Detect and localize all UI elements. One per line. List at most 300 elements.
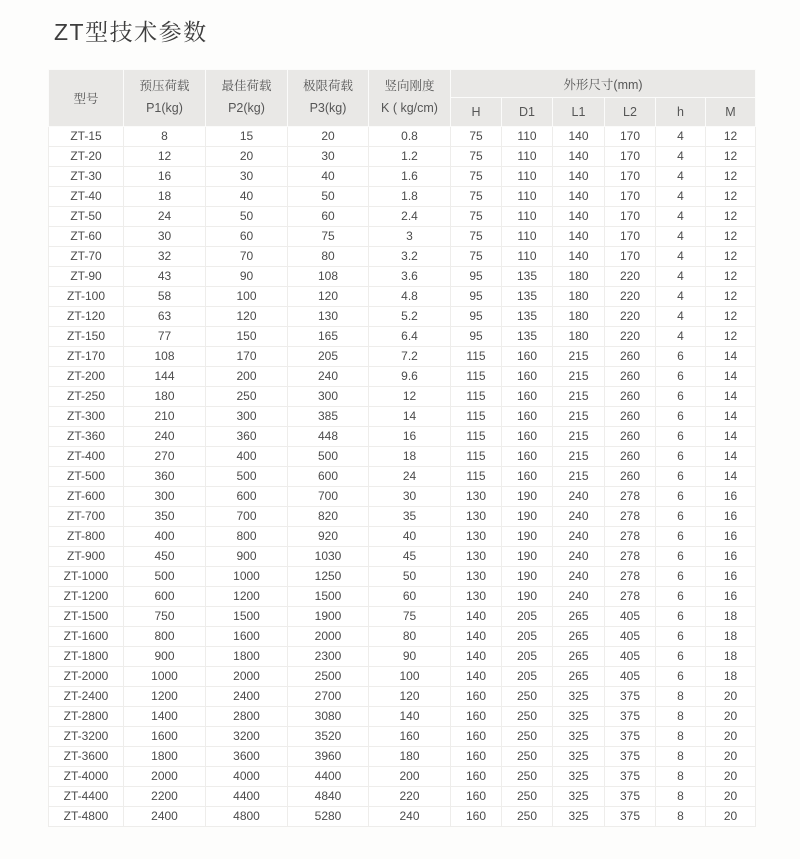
dim-m-cell: 20 <box>706 807 756 827</box>
dim-m-cell: 20 <box>706 767 756 787</box>
table-row <box>49 807 756 827</box>
stiffness-cell: 180 <box>369 747 451 767</box>
dim-l1-cell: 215 <box>553 407 605 427</box>
dim-l1-cell: 265 <box>553 667 605 687</box>
preload-cell: 800 <box>124 627 206 647</box>
header-dim-h: H <box>451 98 502 127</box>
header-ultimate <box>288 70 369 127</box>
dim-d1-cell: 110 <box>502 207 553 227</box>
optimal-load-cell: 500 <box>206 467 288 487</box>
dim-hh-cell: 6 <box>656 607 706 627</box>
dim-m-cell: 14 <box>706 347 756 367</box>
table-row <box>49 287 756 307</box>
dim-h-cell: 75 <box>451 147 502 167</box>
dim-l2-cell: 375 <box>605 707 656 727</box>
dim-d1-cell: 250 <box>502 747 553 767</box>
dim-h-cell: 140 <box>451 647 502 667</box>
stiffness-cell: 45 <box>369 547 451 567</box>
preload-cell: 240 <box>124 427 206 447</box>
header-dim-l2: L2 <box>605 98 656 127</box>
optimal-load-cell: 4800 <box>206 807 288 827</box>
stiffness-cell: 1.2 <box>369 147 451 167</box>
dim-d1-cell: 160 <box>502 447 553 467</box>
optimal-load-cell: 50 <box>206 207 288 227</box>
ultimate-load-cell: 1900 <box>288 607 369 627</box>
stiffness-cell: 35 <box>369 507 451 527</box>
dim-d1-cell: 250 <box>502 707 553 727</box>
optimal-load-cell: 150 <box>206 327 288 347</box>
dim-h-cell: 130 <box>451 487 502 507</box>
dim-l1-cell: 215 <box>553 347 605 367</box>
dim-l1-cell: 325 <box>553 807 605 827</box>
dim-l2-cell: 375 <box>605 727 656 747</box>
dim-d1-cell: 135 <box>502 267 553 287</box>
preload-cell: 1200 <box>124 687 206 707</box>
model-cell: ZT-4400 <box>49 787 124 807</box>
optimal-load-cell: 250 <box>206 387 288 407</box>
dim-l2-cell: 260 <box>605 467 656 487</box>
optimal-load-cell: 3600 <box>206 747 288 767</box>
optimal-load-cell: 1500 <box>206 607 288 627</box>
table-row <box>49 247 756 267</box>
dim-l2-cell: 170 <box>605 227 656 247</box>
dim-l1-cell: 325 <box>553 747 605 767</box>
optimal-load-cell: 600 <box>206 487 288 507</box>
dim-l1-cell: 215 <box>553 427 605 447</box>
dim-l1-cell: 240 <box>553 567 605 587</box>
ultimate-load-cell: 75 <box>288 227 369 247</box>
dim-d1-cell: 110 <box>502 187 553 207</box>
dim-m-cell: 14 <box>706 407 756 427</box>
ultimate-load-cell: 1250 <box>288 567 369 587</box>
table-row <box>49 407 756 427</box>
stiffness-cell: 160 <box>369 727 451 747</box>
stiffness-cell: 1.8 <box>369 187 451 207</box>
dim-l1-cell: 140 <box>553 247 605 267</box>
preload-cell: 30 <box>124 227 206 247</box>
model-cell: ZT-2000 <box>49 667 124 687</box>
table-row <box>49 787 756 807</box>
optimal-load-cell: 90 <box>206 267 288 287</box>
dim-m-cell: 14 <box>706 427 756 447</box>
dim-l1-cell: 215 <box>553 387 605 407</box>
model-cell: ZT-20 <box>49 147 124 167</box>
dim-l2-cell: 375 <box>605 767 656 787</box>
header-dim-d1: D1 <box>502 98 553 127</box>
table-row <box>49 627 756 647</box>
preload-cell: 500 <box>124 567 206 587</box>
dim-m-cell: 12 <box>706 307 756 327</box>
dim-l2-cell: 170 <box>605 147 656 167</box>
model-cell: ZT-900 <box>49 547 124 567</box>
ultimate-load-cell: 108 <box>288 267 369 287</box>
dim-h-cell: 115 <box>451 447 502 467</box>
preload-cell: 450 <box>124 547 206 567</box>
dim-h-cell: 75 <box>451 247 502 267</box>
stiffness-cell: 90 <box>369 647 451 667</box>
table-row <box>49 267 756 287</box>
dim-h-cell: 75 <box>451 127 502 147</box>
dim-m-cell: 18 <box>706 607 756 627</box>
dim-m-cell: 16 <box>706 547 756 567</box>
preload-cell: 1000 <box>124 667 206 687</box>
stiffness-cell: 24 <box>369 467 451 487</box>
model-cell: ZT-150 <box>49 327 124 347</box>
preload-cell: 180 <box>124 387 206 407</box>
ultimate-load-cell: 5280 <box>288 807 369 827</box>
stiffness-cell: 200 <box>369 767 451 787</box>
stiffness-cell: 40 <box>369 527 451 547</box>
dim-h-cell: 130 <box>451 587 502 607</box>
model-cell: ZT-360 <box>49 427 124 447</box>
model-cell: ZT-120 <box>49 307 124 327</box>
ultimate-load-cell: 30 <box>288 147 369 167</box>
ultimate-load-cell: 165 <box>288 327 369 347</box>
dim-h-cell: 130 <box>451 567 502 587</box>
dim-m-cell: 14 <box>706 367 756 387</box>
preload-cell: 16 <box>124 167 206 187</box>
optimal-load-cell: 360 <box>206 427 288 447</box>
model-cell: ZT-1000 <box>49 567 124 587</box>
dim-hh-cell: 6 <box>656 507 706 527</box>
optimal-load-cell: 120 <box>206 307 288 327</box>
optimal-load-cell: 70 <box>206 247 288 267</box>
dim-l2-cell: 405 <box>605 647 656 667</box>
header-dim-l1: L1 <box>553 98 605 127</box>
stiffness-cell: 4.8 <box>369 287 451 307</box>
ultimate-load-cell: 600 <box>288 467 369 487</box>
preload-cell: 2000 <box>124 767 206 787</box>
dim-l2-cell: 375 <box>605 807 656 827</box>
dim-l2-cell: 278 <box>605 567 656 587</box>
dim-l1-cell: 265 <box>553 607 605 627</box>
header-model: 型号 <box>49 70 124 127</box>
dim-l2-cell: 278 <box>605 507 656 527</box>
dim-d1-cell: 135 <box>502 287 553 307</box>
dim-hh-cell: 8 <box>656 767 706 787</box>
table-row <box>49 747 756 767</box>
dim-l1-cell: 140 <box>553 207 605 227</box>
model-cell: ZT-300 <box>49 407 124 427</box>
model-cell: ZT-1500 <box>49 607 124 627</box>
dim-m-cell: 16 <box>706 507 756 527</box>
table-row <box>49 547 756 567</box>
model-cell: ZT-1200 <box>49 587 124 607</box>
table-row <box>49 567 756 587</box>
dim-m-cell: 12 <box>706 207 756 227</box>
table-row <box>49 607 756 627</box>
dim-m-cell: 16 <box>706 587 756 607</box>
dim-l2-cell: 220 <box>605 327 656 347</box>
dim-l1-cell: 140 <box>553 187 605 207</box>
dim-hh-cell: 4 <box>656 127 706 147</box>
table-row <box>49 307 756 327</box>
dim-l1-cell: 265 <box>553 647 605 667</box>
optimal-load-cell: 400 <box>206 447 288 467</box>
preload-cell: 24 <box>124 207 206 227</box>
preload-cell: 1400 <box>124 707 206 727</box>
header-preload <box>124 70 206 127</box>
dim-l2-cell: 278 <box>605 587 656 607</box>
table-row <box>49 367 756 387</box>
dim-l2-cell: 278 <box>605 527 656 547</box>
dim-hh-cell: 6 <box>656 587 706 607</box>
dim-d1-cell: 190 <box>502 587 553 607</box>
dim-hh-cell: 6 <box>656 467 706 487</box>
dim-h-cell: 95 <box>451 307 502 327</box>
preload-cell: 63 <box>124 307 206 327</box>
model-cell: ZT-100 <box>49 287 124 307</box>
dim-h-cell: 75 <box>451 207 502 227</box>
header-stiffness-name: 竖向刚度 <box>384 79 435 94</box>
model-cell: ZT-3600 <box>49 747 124 767</box>
ultimate-load-cell: 300 <box>288 387 369 407</box>
dim-hh-cell: 6 <box>656 567 706 587</box>
ultimate-load-cell: 820 <box>288 507 369 527</box>
dim-d1-cell: 160 <box>502 387 553 407</box>
dim-l1-cell: 215 <box>553 447 605 467</box>
dim-hh-cell: 6 <box>656 487 706 507</box>
dim-hh-cell: 4 <box>656 167 706 187</box>
table-row <box>49 587 756 607</box>
model-cell: ZT-30 <box>49 167 124 187</box>
dim-h-cell: 160 <box>451 707 502 727</box>
ultimate-load-cell: 1500 <box>288 587 369 607</box>
table-row <box>49 647 756 667</box>
table-row <box>49 667 756 687</box>
ultimate-load-cell: 50 <box>288 187 369 207</box>
stiffness-cell: 240 <box>369 807 451 827</box>
header-stiffness <box>369 70 451 127</box>
dim-l2-cell: 375 <box>605 687 656 707</box>
dim-l2-cell: 170 <box>605 127 656 147</box>
dim-l2-cell: 260 <box>605 347 656 367</box>
model-cell: ZT-3200 <box>49 727 124 747</box>
stiffness-cell: 30 <box>369 487 451 507</box>
dim-l2-cell: 260 <box>605 407 656 427</box>
dim-m-cell: 12 <box>706 127 756 147</box>
table-row <box>49 207 756 227</box>
optimal-load-cell: 15 <box>206 127 288 147</box>
preload-cell: 43 <box>124 267 206 287</box>
dim-l2-cell: 375 <box>605 787 656 807</box>
dim-h-cell: 130 <box>451 507 502 527</box>
header-ultimate-name: 极限荷载 <box>302 79 353 94</box>
stiffness-cell: 60 <box>369 587 451 607</box>
dim-l1-cell: 325 <box>553 787 605 807</box>
header-preload-name: 预压荷载 <box>139 79 190 94</box>
ultimate-load-cell: 3080 <box>288 707 369 727</box>
optimal-load-cell: 4000 <box>206 767 288 787</box>
dim-hh-cell: 6 <box>656 647 706 667</box>
dim-d1-cell: 110 <box>502 167 553 187</box>
table-body <box>49 127 756 827</box>
ultimate-load-cell: 120 <box>288 287 369 307</box>
dim-h-cell: 95 <box>451 287 502 307</box>
table-row <box>49 447 756 467</box>
preload-cell: 108 <box>124 347 206 367</box>
table-row <box>49 467 756 487</box>
optimal-load-cell: 100 <box>206 287 288 307</box>
stiffness-cell: 5.2 <box>369 307 451 327</box>
table-row <box>49 507 756 527</box>
ultimate-load-cell: 700 <box>288 487 369 507</box>
stiffness-cell: 14 <box>369 407 451 427</box>
preload-cell: 270 <box>124 447 206 467</box>
dim-m-cell: 18 <box>706 667 756 687</box>
table-row <box>49 487 756 507</box>
model-cell: ZT-1600 <box>49 627 124 647</box>
dim-hh-cell: 6 <box>656 527 706 547</box>
dim-m-cell: 20 <box>706 787 756 807</box>
dim-h-cell: 95 <box>451 267 502 287</box>
dim-h-cell: 130 <box>451 547 502 567</box>
dim-h-cell: 160 <box>451 767 502 787</box>
dim-m-cell: 14 <box>706 467 756 487</box>
dim-m-cell: 14 <box>706 447 756 467</box>
dim-l2-cell: 220 <box>605 267 656 287</box>
optimal-load-cell: 20 <box>206 147 288 167</box>
dim-l1-cell: 140 <box>553 167 605 187</box>
optimal-load-cell: 900 <box>206 547 288 567</box>
model-cell: ZT-50 <box>49 207 124 227</box>
dim-d1-cell: 135 <box>502 307 553 327</box>
dim-d1-cell: 160 <box>502 427 553 447</box>
stiffness-cell: 100 <box>369 667 451 687</box>
dim-hh-cell: 4 <box>656 227 706 247</box>
dim-hh-cell: 6 <box>656 427 706 447</box>
dim-hh-cell: 4 <box>656 267 706 287</box>
dim-d1-cell: 190 <box>502 567 553 587</box>
dim-l1-cell: 325 <box>553 767 605 787</box>
ultimate-load-cell: 240 <box>288 367 369 387</box>
dim-hh-cell: 6 <box>656 407 706 427</box>
dim-d1-cell: 250 <box>502 807 553 827</box>
dim-hh-cell: 4 <box>656 327 706 347</box>
ultimate-load-cell: 4400 <box>288 767 369 787</box>
ultimate-load-cell: 500 <box>288 447 369 467</box>
dim-h-cell: 140 <box>451 627 502 647</box>
dim-d1-cell: 205 <box>502 627 553 647</box>
preload-cell: 1800 <box>124 747 206 767</box>
dim-h-cell: 115 <box>451 407 502 427</box>
dim-l2-cell: 405 <box>605 607 656 627</box>
model-cell: ZT-40 <box>49 187 124 207</box>
dim-l1-cell: 265 <box>553 627 605 647</box>
dim-h-cell: 160 <box>451 807 502 827</box>
preload-cell: 350 <box>124 507 206 527</box>
stiffness-cell: 120 <box>369 687 451 707</box>
dim-m-cell: 20 <box>706 747 756 767</box>
preload-cell: 32 <box>124 247 206 267</box>
model-cell: ZT-800 <box>49 527 124 547</box>
dim-l1-cell: 215 <box>553 367 605 387</box>
header-dim-m: M <box>706 98 756 127</box>
dim-h-cell: 140 <box>451 667 502 687</box>
dim-m-cell: 12 <box>706 267 756 287</box>
table-row <box>49 427 756 447</box>
optimal-load-cell: 2800 <box>206 707 288 727</box>
dim-m-cell: 12 <box>706 227 756 247</box>
ultimate-load-cell: 20 <box>288 127 369 147</box>
optimal-load-cell: 170 <box>206 347 288 367</box>
dim-hh-cell: 6 <box>656 667 706 687</box>
header-row-1 <box>49 70 756 98</box>
dim-h-cell: 115 <box>451 347 502 367</box>
header-optimal-unit: P2(kg) <box>228 101 265 115</box>
spec-table <box>48 69 756 827</box>
model-cell: ZT-2400 <box>49 687 124 707</box>
ultimate-load-cell: 60 <box>288 207 369 227</box>
dim-d1-cell: 205 <box>502 607 553 627</box>
ultimate-load-cell: 80 <box>288 247 369 267</box>
dim-m-cell: 18 <box>706 627 756 647</box>
optimal-load-cell: 200 <box>206 367 288 387</box>
ultimate-load-cell: 2300 <box>288 647 369 667</box>
dim-l2-cell: 170 <box>605 207 656 227</box>
preload-cell: 18 <box>124 187 206 207</box>
table-row <box>49 767 756 787</box>
header-ultimate-unit: P3(kg) <box>309 101 347 115</box>
dim-m-cell: 12 <box>706 287 756 307</box>
optimal-load-cell: 4400 <box>206 787 288 807</box>
dim-d1-cell: 250 <box>502 727 553 747</box>
dim-d1-cell: 135 <box>502 327 553 347</box>
dim-m-cell: 14 <box>706 387 756 407</box>
dim-l2-cell: 170 <box>605 167 656 187</box>
preload-cell: 77 <box>124 327 206 347</box>
preload-cell: 144 <box>124 367 206 387</box>
dim-d1-cell: 110 <box>502 227 553 247</box>
stiffness-cell: 9.6 <box>369 367 451 387</box>
dim-h-cell: 95 <box>451 327 502 347</box>
dim-d1-cell: 160 <box>502 347 553 367</box>
preload-cell: 360 <box>124 467 206 487</box>
dim-d1-cell: 110 <box>502 147 553 167</box>
dim-h-cell: 115 <box>451 427 502 447</box>
dim-h-cell: 115 <box>451 467 502 487</box>
dim-l1-cell: 140 <box>553 227 605 247</box>
dim-h-cell: 115 <box>451 367 502 387</box>
ultimate-load-cell: 2700 <box>288 687 369 707</box>
optimal-load-cell: 60 <box>206 227 288 247</box>
dim-d1-cell: 190 <box>502 527 553 547</box>
model-cell: ZT-700 <box>49 507 124 527</box>
model-cell: ZT-400 <box>49 447 124 467</box>
optimal-load-cell: 1200 <box>206 587 288 607</box>
dim-h-cell: 75 <box>451 187 502 207</box>
dim-m-cell: 12 <box>706 167 756 187</box>
dim-m-cell: 12 <box>706 247 756 267</box>
dim-d1-cell: 160 <box>502 407 553 427</box>
stiffness-cell: 16 <box>369 427 451 447</box>
optimal-load-cell: 3200 <box>206 727 288 747</box>
stiffness-cell: 2.4 <box>369 207 451 227</box>
header-optimal-name: 最佳荷载 <box>221 79 272 94</box>
dim-d1-cell: 110 <box>502 247 553 267</box>
dim-h-cell: 75 <box>451 167 502 187</box>
model-cell: ZT-70 <box>49 247 124 267</box>
dim-hh-cell: 4 <box>656 187 706 207</box>
dim-hh-cell: 8 <box>656 727 706 747</box>
model-cell: ZT-600 <box>49 487 124 507</box>
table-row <box>49 187 756 207</box>
preload-cell: 400 <box>124 527 206 547</box>
dim-l2-cell: 278 <box>605 487 656 507</box>
model-cell: ZT-2800 <box>49 707 124 727</box>
ultimate-load-cell: 3960 <box>288 747 369 767</box>
table-header <box>49 70 756 127</box>
